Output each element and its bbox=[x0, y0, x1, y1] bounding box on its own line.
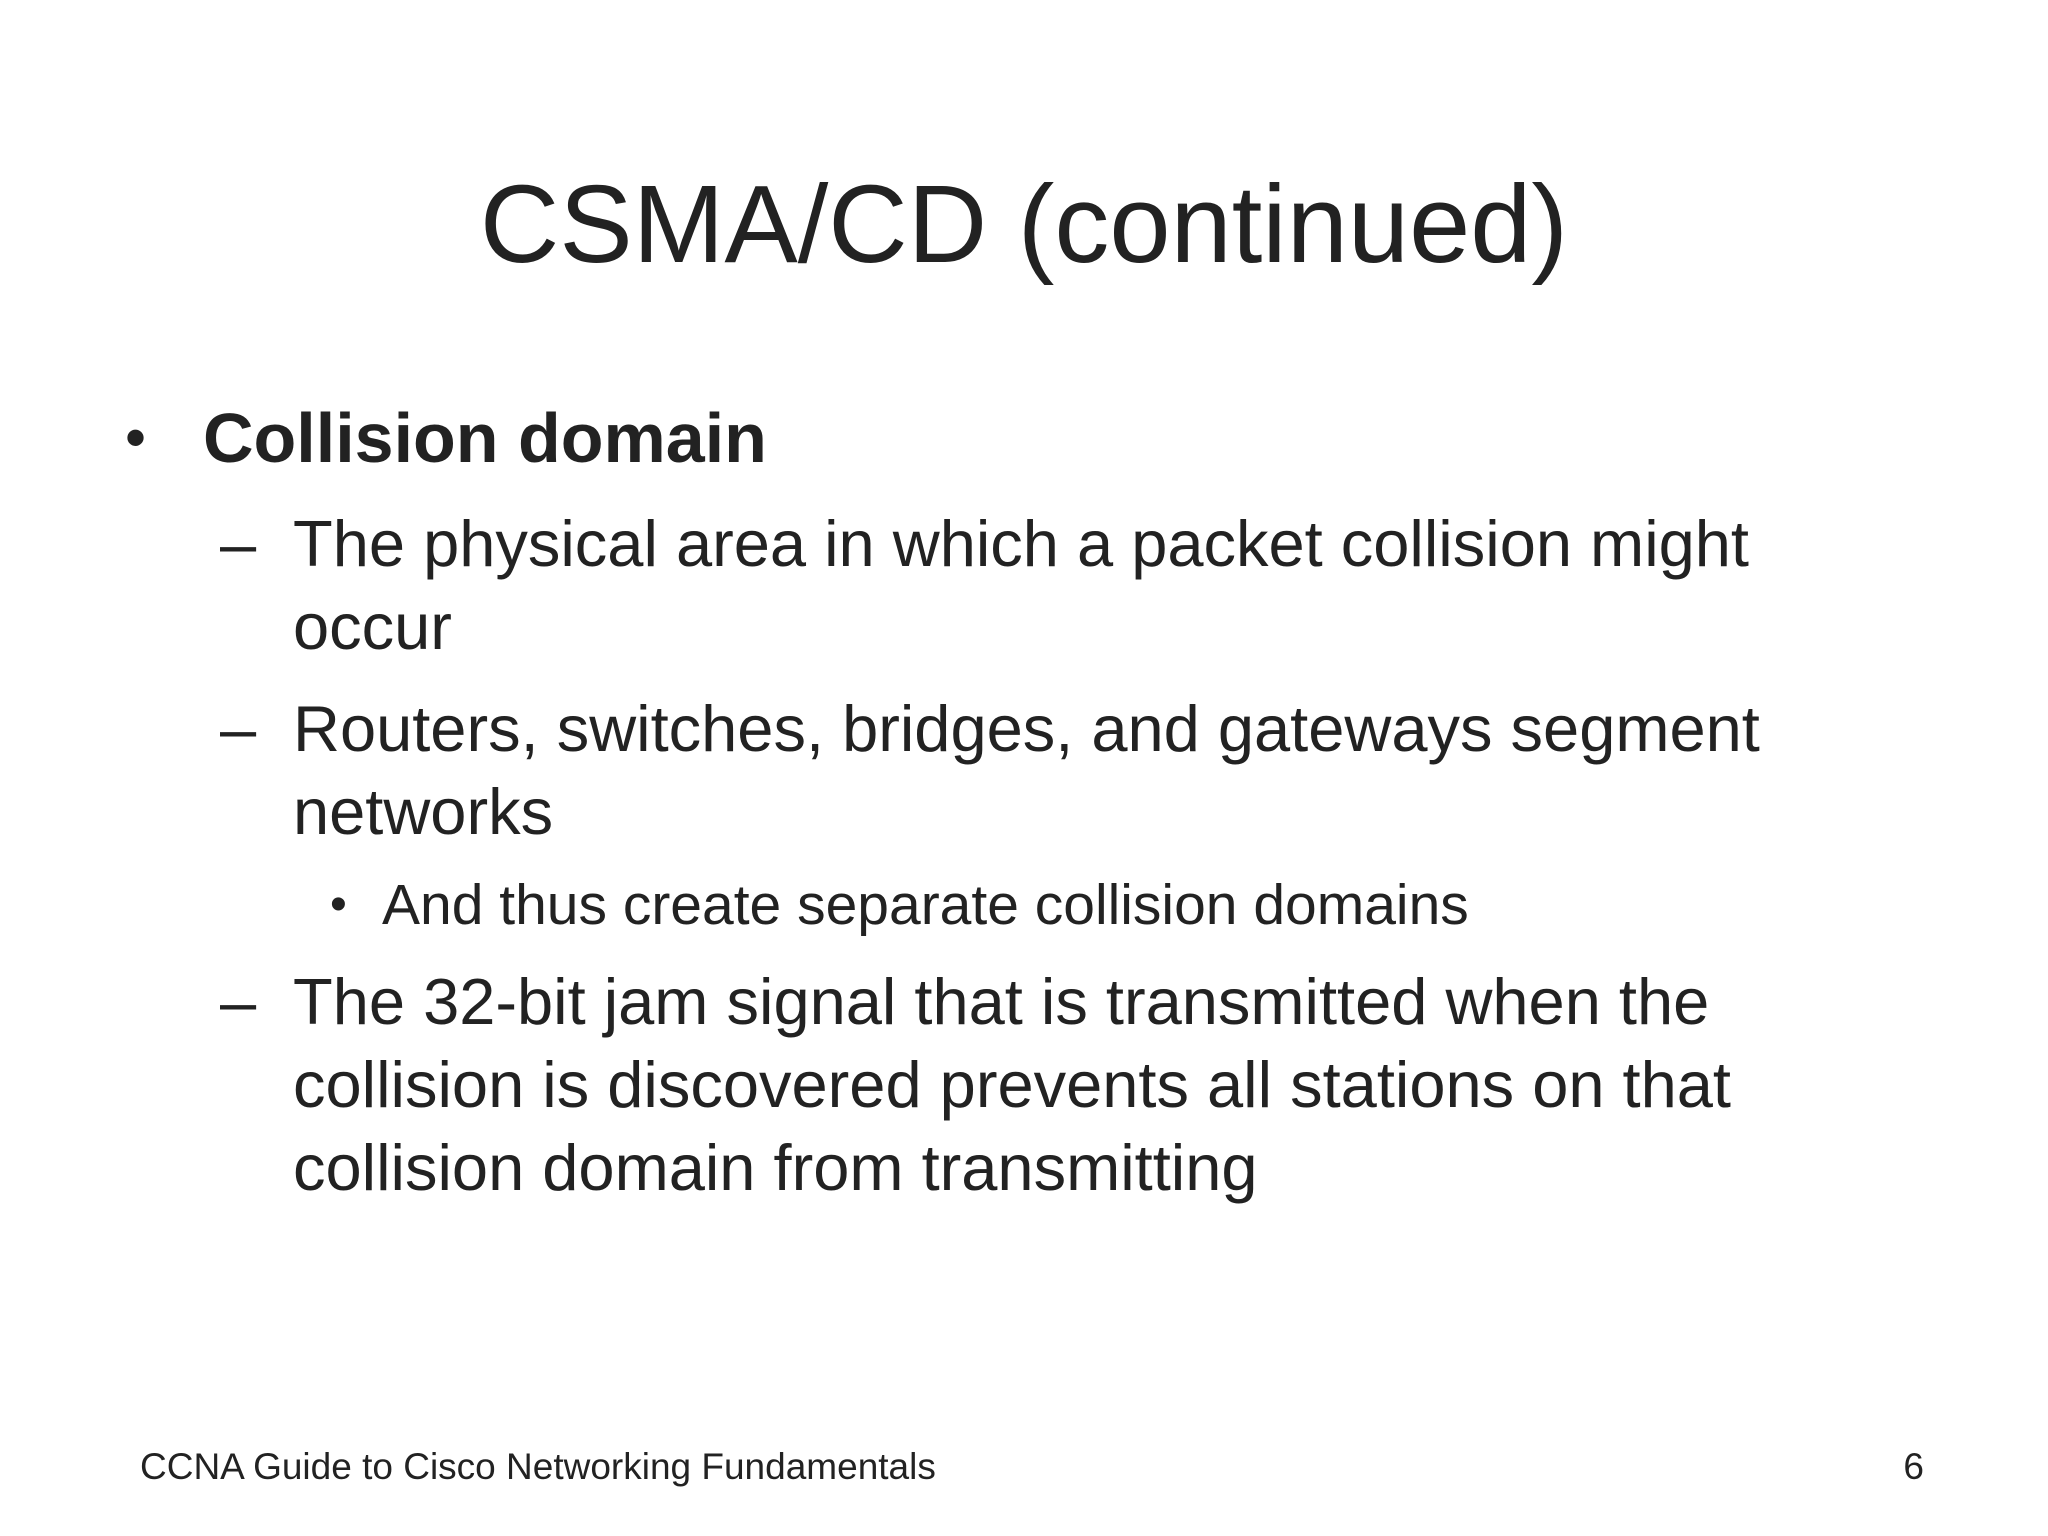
dash-item-text: The 32-bit jam signal that is transmitted when the collision is discovered prevents all stations on that collision domain from transmitting bbox=[293, 965, 1731, 1204]
sub-item-text: And thus create separate collision domains bbox=[382, 873, 1469, 937]
dash-item-text: The physical area in which a packet collision might occur bbox=[293, 507, 1749, 663]
sub-bullet-marker: • bbox=[330, 878, 347, 931]
bullet-text: Collision domain bbox=[203, 399, 767, 477]
footer-page-number: 6 bbox=[1903, 1446, 1924, 1487]
dash-marker: – bbox=[220, 965, 257, 1038]
dash-marker: – bbox=[220, 507, 257, 580]
dash-item-text: Routers, switches, bridges, and gateways segment networks bbox=[293, 692, 1760, 848]
footer-course-title: CCNA Guide to Cisco Networking Fundamentals bbox=[140, 1446, 936, 1487]
bullet-marker: • bbox=[125, 404, 147, 471]
dash-marker: – bbox=[220, 692, 257, 765]
slide-title: CSMA/CD (continued) bbox=[479, 163, 1569, 286]
